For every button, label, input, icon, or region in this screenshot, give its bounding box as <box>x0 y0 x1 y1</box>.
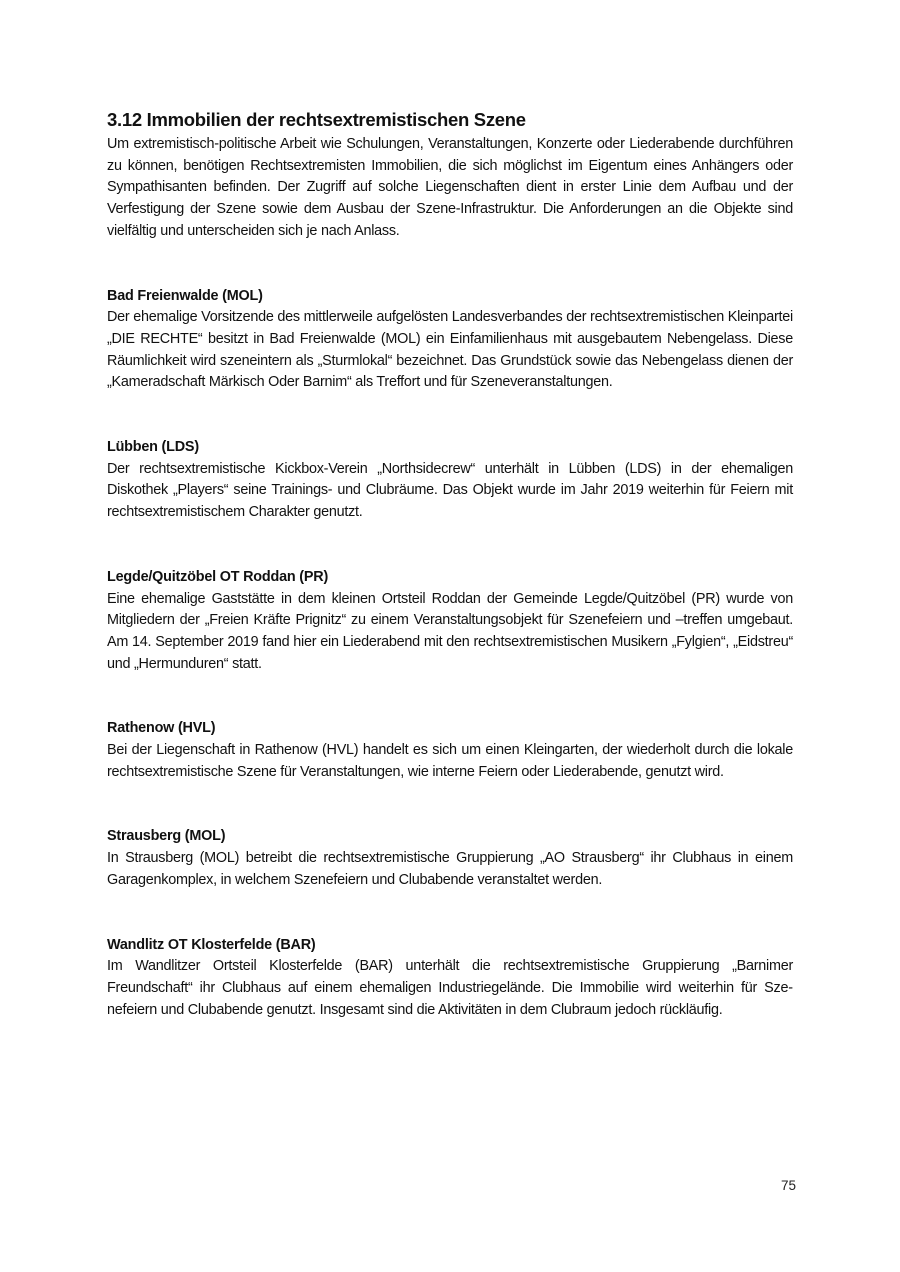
location-block-bad-freienwalde <box>107 286 793 395</box>
section-title: 3.12 Immobilien der rechtsextremistischen Szene <box>107 109 526 130</box>
page-content <box>107 106 793 1021</box>
location-block-strausberg <box>107 826 793 891</box>
location-paragraph: Der rechtsextremistische Kickbox-Verein „Northsidecrew“ unterhält in Lübben (LDS) in der ehemaligen Diskothek „Players“ seine Trainings- und Clubräume. Das Objekt wurde im Jahr 2019 weiterhin für Feiern mit rechtsextremistischem Charakter genutzt. <box>107 460 793 521</box>
location-block-rathenow <box>107 718 793 783</box>
location-heading: Lübben (LDS) <box>107 439 199 456</box>
location-block-luebben <box>107 437 793 524</box>
location-paragraph: Eine ehemalige Gaststätte in dem kleinen Ortsteil Roddan der Gemeinde Legde/Quitzöbel (PR) wurde von Mitgliedern der „Freien Kräfte Prignitz“ zu einem Veranstaltungsobjekt für Szenefeiern und –treffen umgebaut. Am 14. September 2019 fand hier ein Liederabend mit den rechtsextremistischen Musikern „Fylgien“, „Eidstreu“ und „Hermunduren“ statt. <box>107 590 793 672</box>
location-paragraph: Bei der Liegenschaft in Rathenow (HVL) handelt es sich um einen Kleingarten, der wiederholt durch die lokale rechtsextremistische Szene für Veranstaltungen, wie interne Feiern oder Liederabende, genutzt wird. <box>107 742 793 780</box>
location-paragraph: In Strausberg (MOL) betreibt die rechtsextremistische Gruppierung „AO Strausberg“ ihr Clubhaus in einem Garagenkomplex, in welchem Szenefeiern und Clubabende veranstaltet werden. <box>107 850 793 888</box>
location-block-legde-quitzoebel <box>107 567 793 676</box>
location-block-wandlitz <box>107 935 793 1022</box>
location-heading: Wandlitz OT Klosterfelde (BAR) <box>107 936 316 953</box>
location-heading: Strausberg (MOL) <box>107 828 226 845</box>
location-heading: Rathenow (HVL) <box>107 720 216 737</box>
location-paragraph: Im Wandlitzer Ortsteil Klosterfelde (BAR) unterhält die rechtsextremistische Gruppierung „Barnimer Freundschaft“ ihr Clubhaus auf einem ehemaligen Industriegelände. Die Immobilie wird weiterhin für Szenefeiern und Clubabende genutzt. Insgesamt sind die Aktivitäten in dem Clubraum jedoch rückläufig. <box>107 958 793 1018</box>
location-heading: Bad Freienwalde (MOL) <box>107 287 263 304</box>
location-paragraph: Der ehemalige Vorsitzende des mittlerweile aufgelösten Landesverbandes der rechtsextremistischen Kleinpartei „DIE RECHTE“ besitzt in Bad Freienwalde (MOL) ein Einfamilienhaus mit ausgebautem Nebengelass. Diese Räumlichkeit wird szeneintern als „Sturmlokal“ bezeichnet. Das Grundstück sowie das Nebengelass dienen der „Kameradschaft Märkisch Oder Barnim“ als Treffort und für Szeneveranstaltungen. <box>107 309 793 391</box>
intro-paragraph: Um extremistisch-politische Arbeit wie Schulungen, Veranstaltungen, Konzerte oder Liederabende durchführen zu können, benötigen Rechtsextremisten Immobilien, die sich möglichst im Eigentum eines Anhängers oder Sympathisanten befinden. Der Zugriff auf solche Liegenschaften dient in erster Linie dem Aufbau und der Verfestigung der Szene sowie dem Ausbau der Szene-Infrastruktur. Die Anforderungen an die Objekte sind vielfältig und unterscheiden sich je nach Anlass. <box>107 136 793 239</box>
page-number: 75 <box>780 1178 796 1193</box>
location-heading: Legde/Quitzöbel OT Roddan (PR) <box>107 568 329 585</box>
